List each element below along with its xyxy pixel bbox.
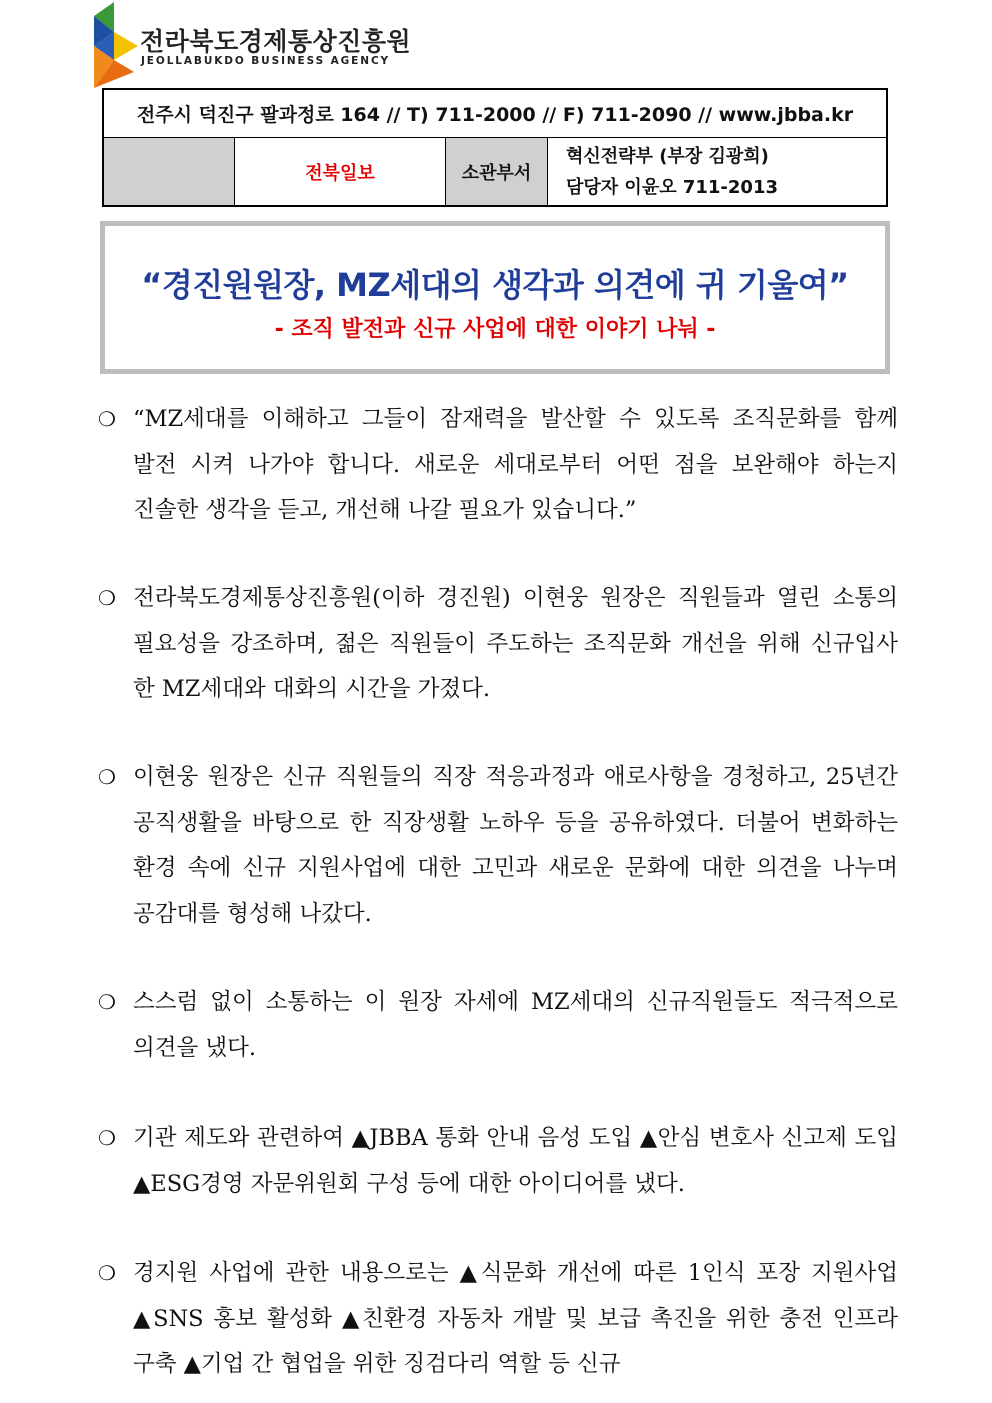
paragraph-text: “MZ세대를 이해하고 그들이 잠재력을 발산할 수 있도록 조직문화를 함께 발전 시켜 나가야 합니다. 새로운 세대로부터 어떤 점을 보완해야 하는지 진솔한 생각을 듣고, 개선해 나갈 필요가 있습니다.” (133, 406, 898, 523)
department-head: 혁신전략부 (부장 김광희) (566, 145, 769, 167)
body-paragraph (98, 755, 898, 937)
paragraph-text: 전라북도경제통상진흥원(이하 경진원) 이현웅 원장은 직원들과 열린 소통의 필요성을 강조하며, 젊은 직원들이 주도하는 조직문화 개선을 위해 신규입사 한 MZ세대와 대화의 시간을 가졌다. (133, 585, 898, 702)
logo-org-name-english: JEOLLABUKDO BUSINESS AGENCY (141, 55, 391, 67)
body-paragraph (98, 1251, 898, 1388)
department-label: 소관부서 (446, 138, 548, 205)
press-info-row (104, 138, 886, 205)
press-info-table (102, 88, 888, 207)
contact-line: 전주시 덕진구 팔과정로 164 // T) 711-2000 // F) 711-2090 // www.jbba.kr (104, 90, 886, 138)
bullet-circle-icon: ❍ (98, 990, 116, 1014)
headline-box (100, 221, 890, 374)
department-info (548, 138, 886, 205)
paragraph-text: 이현웅 원장은 신규 직원들의 직장 적응과정과 애로사항을 경청하고, 25년간 공직생활을 바탕으로 한 직장생활 노하우 등을 공유하였다. 더불어 변화하는 환경 속에 신규 지원사업에 대한 고민과 새로운 문화에 대한 의견을 나누며 공감대를 형성해 나갔다. (133, 764, 898, 927)
bullet-circle-icon: ❍ (98, 765, 116, 789)
bullet-circle-icon: ❍ (98, 1261, 116, 1285)
org-logo (94, 2, 412, 88)
bullet-circle-icon: ❍ (98, 586, 116, 610)
headline-title: “경진원원장, MZ세대의 생각과 의견에 귀 기울여” (141, 266, 849, 304)
contact-person: 담당자 이윤오 711-2013 (566, 176, 779, 198)
paragraph-text: 스스럼 없이 소통하는 이 원장 자세에 MZ세대의 신규직원들도 적극적으로 의견을 냈다. (133, 989, 898, 1061)
body-paragraph (98, 1116, 898, 1207)
logo-org-name: 전라북도경제통상진흥원 (140, 27, 412, 56)
headline-subtitle: - 조직 발전과 신규 사업에 대한 이야기 나눠 - (274, 317, 716, 342)
paragraph-text: 기관 제도와 관련하여 ▲JBBA 통화 안내 음성 도입 ▲안심 변호사 신고제 도입 ▲ESG경영 자문위원회 구성 등에 대한 아이디어를 냈다. (133, 1125, 898, 1197)
newspaper-name: 전북일보 (235, 138, 446, 205)
body-paragraph (98, 980, 898, 1071)
logo-mark-icon (94, 2, 140, 88)
blank-gray-cell (104, 138, 235, 205)
body-paragraph (98, 397, 898, 534)
bullet-circle-icon: ❍ (98, 407, 116, 431)
bullet-circle-icon: ❍ (98, 1126, 116, 1150)
body-paragraph (98, 576, 898, 713)
paragraph-text: 경지원 사업에 관한 내용으로는 ▲식문화 개선에 따른 1인식 포장 지원사업 ▲SNS 홍보 활성화 ▲친환경 자동차 개발 및 보급 촉진을 위한 충전 인프라 구축 ▲기업 간 협업을 위한 징검다리 역할 등 신규 (133, 1260, 898, 1377)
